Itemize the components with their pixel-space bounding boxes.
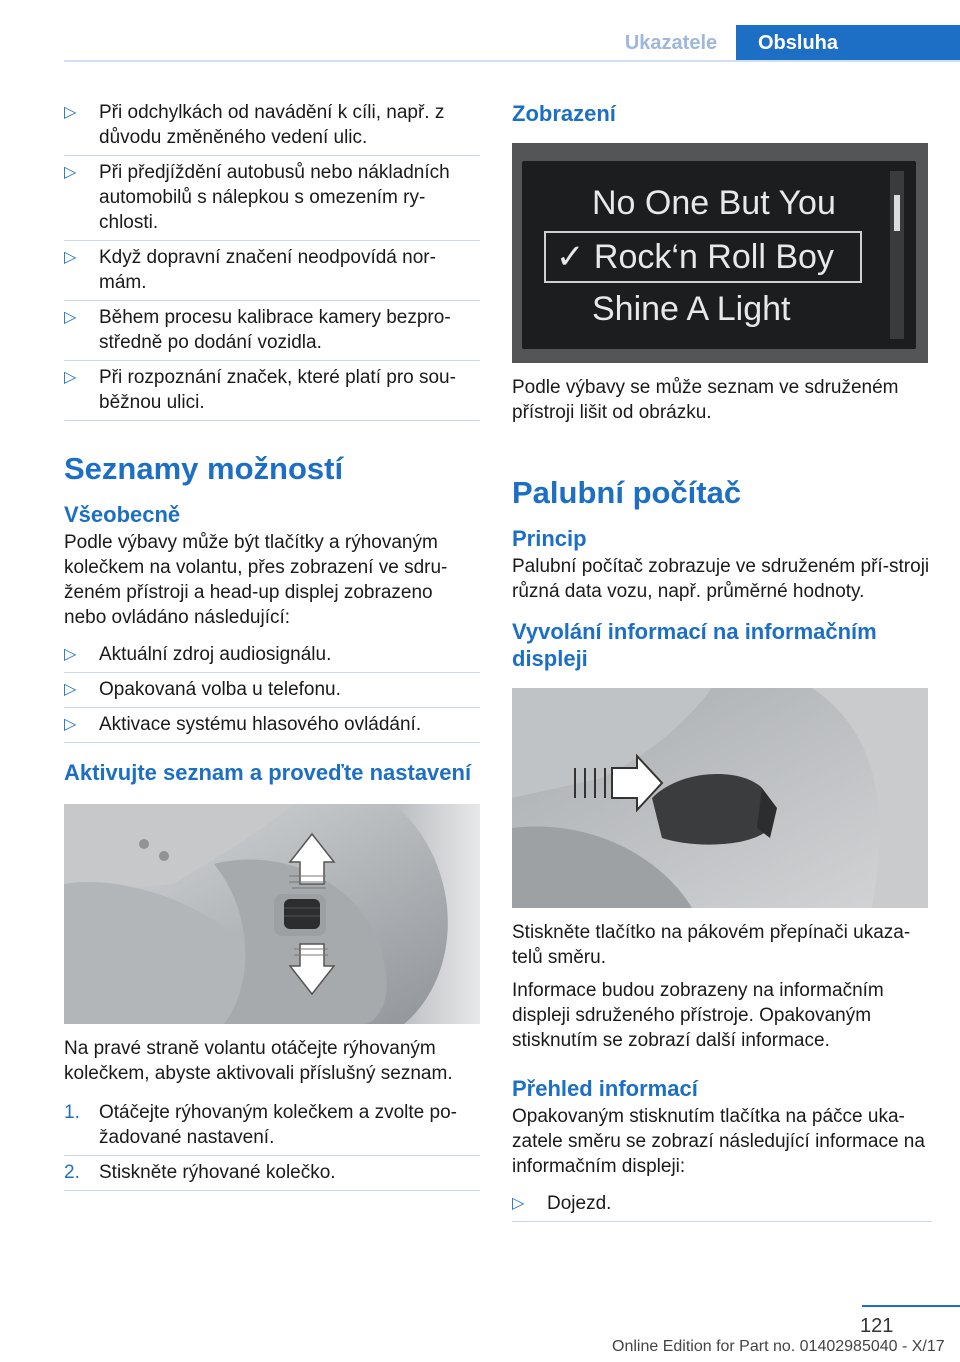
principle-paragraph: Palubní počítač zobrazuje ve sdruženém pří-stroji různá data vozu, např. průměrné hodnoty. (512, 556, 930, 602)
triangle-bullet-icon: ▷ (64, 716, 77, 733)
steps-list (64, 1100, 480, 1185)
footer-divider (862, 1305, 960, 1307)
list-item: ▷ Dojezd. (512, 1191, 932, 1216)
overview-paragraph: Opakovaným stisknutím tlačítka na páčce uka-zatele směru se zobrazí následující informace na informačním displeji: (512, 1106, 925, 1177)
general-paragraph: Podle výbavy může být tlačítky a rýhovaným kolečkem na volantu, přes zobrazení ve sdru-ženém přístroji a head-up displej zobrazeno nebo ovládáno následující: (64, 532, 448, 628)
overview-bullet-list (512, 1191, 932, 1216)
display-item-selected: ✓ Rock‘n Roll Boy (556, 238, 834, 276)
general-bullet-list (64, 642, 480, 737)
list-item: ▷ Aktuální zdroj audiosignálu. (64, 642, 480, 667)
subsection-title-aktivujte: Aktivujte seznam a proveďte nastavení (64, 760, 472, 785)
display-item: Shine A Light (592, 290, 791, 328)
list-item: ▷ Opakovaná volba u telefonu. (64, 677, 480, 702)
subsection-title-prehled: Přehled informací (512, 1076, 698, 1101)
section-title-palubni-pocitac: Palubní počítač (512, 475, 742, 510)
triangle-bullet-icon: ▷ (64, 104, 77, 121)
list-item: ▷ Když dopravní značení neodpovídá nor-mám. (64, 245, 480, 295)
list-item: ▷ Aktivace systému hlasového ovládání. (64, 712, 480, 737)
list-item: 1. Otáčejte rýhovaným kolečkem a zvolte po-žadované nastavení. (64, 1100, 480, 1150)
list-item: 2. Stiskněte rýhované kolečko. (64, 1160, 480, 1185)
display-screen (522, 161, 916, 349)
display-caption: Podle výbavy se může seznam ve sdruženém přístroji lišit od obrázku. (512, 377, 899, 423)
steering-wheel-figure (64, 804, 480, 1024)
display-list-figure (512, 143, 928, 363)
intro-bullet-list (64, 100, 480, 415)
call-paragraph-2: Informace budou zobrazeny na informačním displeji sdruženého přístroje. Opakovaným stisknutím se zobrazí další informace. (512, 980, 884, 1051)
triangle-bullet-icon: ▷ (64, 309, 77, 326)
display-scrollbar-track (890, 171, 904, 339)
turn-signal-lever-illustration (512, 688, 928, 908)
list-item: ▷ Při odchylkách od navádění k cíli, např. z důvodu změněného vedení ulic. (64, 100, 480, 150)
steering-wheel-illustration (64, 804, 480, 1024)
triangle-bullet-icon: ▷ (64, 164, 77, 181)
display-item: No One But You (592, 184, 836, 222)
call-paragraph-1: Stiskněte tlačítko na pákovém přepínači ukaza-telů směru. (512, 922, 911, 968)
list-item: ▷ Při rozpoznání značek, které platí pro sou-běžnou ulici. (64, 365, 480, 415)
triangle-bullet-icon: ▷ (64, 249, 77, 266)
subsection-title-vseobecne: Všeobecně (64, 502, 181, 527)
subsection-title-vyvolani: Vyvolání informací na informačním displeji (512, 619, 877, 671)
right-column (512, 100, 932, 1226)
subsection-title-princip: Princip (512, 526, 587, 551)
header-divider (64, 60, 960, 62)
figure-caption-steering: Na pravé straně volantu otáčejte rýhovaným kolečkem, abyste aktivovali příslušný seznam. (64, 1038, 453, 1084)
turn-signal-lever-figure (512, 688, 928, 908)
edition-note: Online Edition for Part no. 01402985040 - X/17 (612, 1338, 945, 1355)
section-title-seznamy: Seznamy možností (64, 451, 344, 486)
header-tab-obsluha[interactable]: Obsluha (736, 25, 960, 61)
list-item: ▷ Při předjíždění autobusů nebo nákladních automobilů s nálepkou s omezením ry-chlosti. (64, 160, 480, 235)
page-number: 121 (860, 1315, 894, 1337)
triangle-bullet-icon: ▷ (512, 1195, 525, 1212)
triangle-bullet-icon: ▷ (64, 646, 77, 663)
triangle-bullet-icon: ▷ (64, 369, 77, 386)
header-tab-ukazatele[interactable]: Ukazatele (624, 32, 718, 54)
subsection-title-zobrazeni: Zobrazení (512, 101, 616, 126)
left-column (64, 100, 480, 1195)
display-scrollbar-thumb (894, 195, 900, 231)
triangle-bullet-icon: ▷ (64, 681, 77, 698)
list-item: ▷ Během procesu kalibrace kamery bezpro-středně po dodání vozidla. (64, 305, 480, 355)
